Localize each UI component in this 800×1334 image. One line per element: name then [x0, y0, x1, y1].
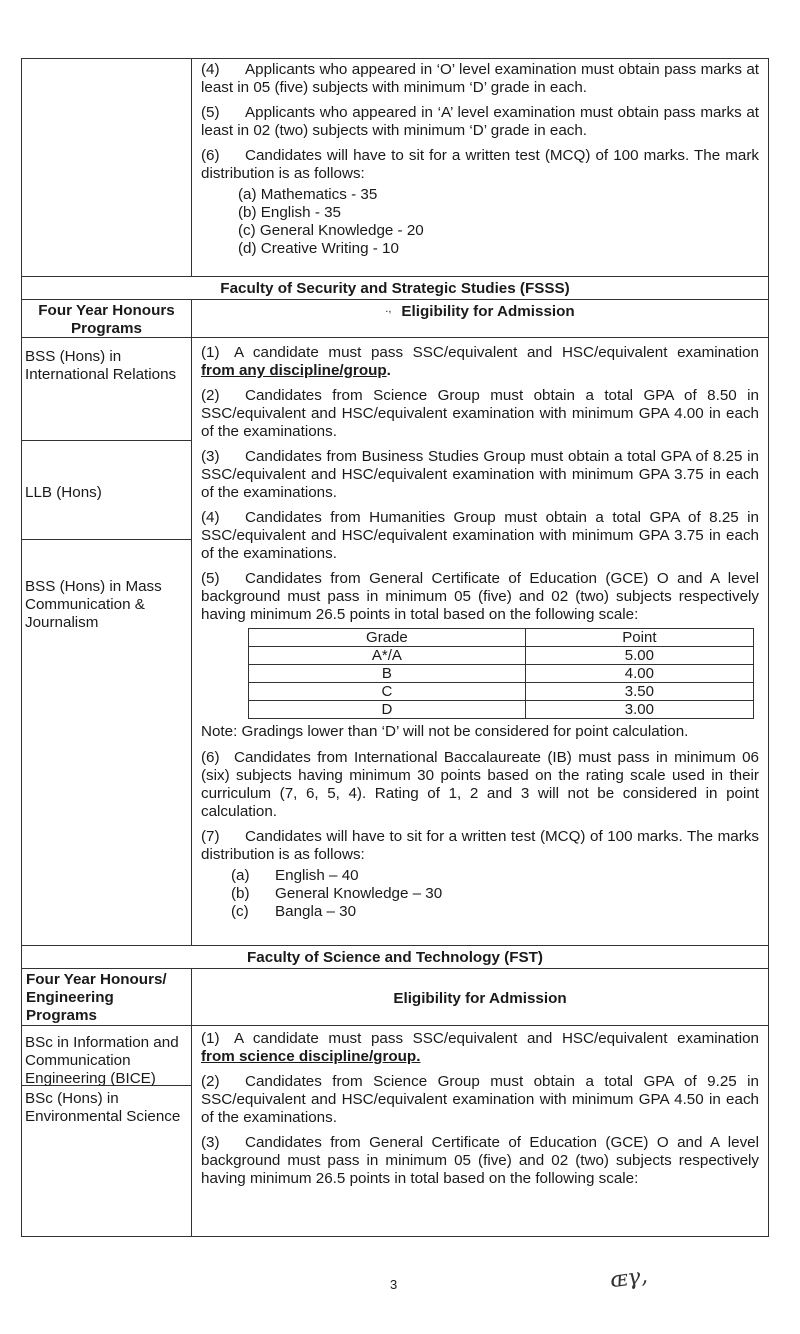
page-number: 3: [390, 1277, 398, 1292]
program-cell: LLB (Hons): [22, 441, 191, 540]
grade-row: A*/A 5.00: [249, 647, 754, 665]
eligibility-item: (4) Candidates from Humanities Group must obtain a total GPA of 8.25 in SSC/equivalent and HSC/equivalent examination with minimum GPA 3.75 in each of the examinations.: [201, 509, 759, 562]
grade-row: D 3.00: [249, 701, 754, 719]
eligibility-item: (6) Candidates from International Baccalaureate (IB) must pass in minimum 06 (six) subjects having minimum 30 points based on the rating scale used in their curriculum (7, 6, 5, 4). Rating of 1, 2 and 3 will not be considered in point calculation.: [201, 749, 759, 820]
eligibility-item: (4) Applicants who appeared in ‘O’ level examination must obtain pass marks at least in 05 (five) subjects with minimum ‘D’ grade in each.: [201, 61, 759, 96]
mark-distribution: [238, 186, 759, 258]
distribution-item: (a) Mathematics - 35: [238, 186, 378, 203]
grade-point-table: [248, 628, 754, 719]
distribution-item: (d) Creative Writing - 10: [238, 240, 399, 257]
fsss-title-row: [22, 277, 768, 300]
distribution-item: (b) English - 35: [238, 204, 341, 221]
eligibility-item: (5) Applicants who appeared in ‘A’ level examination must obtain pass marks at least in 02 (two) subjects with minimum ‘D’ grade in each.: [201, 104, 759, 139]
admission-table: [21, 58, 769, 1237]
grading-note: Note: Gradings lower than ‘D’ will not be considered for point calculation.: [201, 723, 689, 740]
program-cell: BSc in Information and Communication Engineering (BICE): [22, 1026, 191, 1086]
eligibility-item: (2) Candidates from Science Group must obtain a total GPA of 8.50 in SSC/equivalent and HSC/equivalent examination with minimum GPA 4.00 in each of the examinations.: [201, 387, 759, 440]
distribution-item: (b) General Knowledge – 30: [231, 885, 443, 902]
eligibility-item: (6) Candidates will have to sit for a written test (MCQ) of 100 marks. The mark distribution is as follows:: [201, 147, 759, 182]
eligibility-item: (5) Candidates from General Certificate of Education (GCE) O and A level background must pass in minimum 05 (five) and 02 (two) subjects respectively having minimum 26.5 points in total based on the following scale:: [201, 570, 759, 623]
fsss-header-row: [22, 300, 768, 338]
program-list: [22, 1026, 192, 1236]
eligibility-item: (1) A candidate must pass SSC/equivalent and HSC/equivalent examination from any discipline/group.: [201, 344, 759, 379]
distribution-item: (a) English – 40: [231, 867, 359, 884]
faculty-title: Faculty of Science and Technology (FST): [247, 949, 543, 966]
fst-eligibility: [192, 1026, 768, 1236]
faculty-title: Faculty of Security and Strategic Studies (FSSS): [220, 280, 570, 297]
program-cell: BSS (Hons) in International Relations: [22, 338, 191, 441]
programs-column-header: Four Year Honours Programs: [22, 300, 192, 337]
grade-row: B 4.00: [249, 665, 754, 683]
fst-title-row: [22, 946, 768, 969]
fsss-eligibility: [192, 338, 768, 945]
continuation-eligibility: [192, 59, 768, 276]
fsss-body-row: [22, 338, 768, 946]
fst-body-row: [22, 1026, 768, 1236]
continuation-row: [22, 59, 768, 277]
eligibility-item: (1) A candidate must pass SSC/equivalent and HSC/equivalent examination from science discipline/group.: [201, 1030, 759, 1065]
eligibility-item: (2) Candidates from Science Group must obtain a total GPA of 9.25 in SSC/equivalent and HSC/equivalent examination with minimum GPA 4.50 in each of the examinations.: [201, 1073, 759, 1126]
program-cell: BSS (Hons) in Mass Communication & Journalism: [25, 578, 162, 631]
distribution-item: (c) Bangla – 30: [231, 903, 357, 920]
signature-initials: ɶγ,: [608, 1263, 650, 1294]
grade-table-header: Grade Point: [249, 629, 754, 647]
eligibility-column-header: Eligibility for Admission: [393, 989, 567, 1007]
programs-column-header: Four Year Honours/ Engineering Programs: [22, 969, 192, 1025]
eligibility-item: (3) Candidates from Business Studies Group must obtain a total GPA of 8.25 in SSC/equivalent and HSC/equivalent examination with minimum GPA 3.75 in each of the examinations.: [201, 448, 759, 501]
empty-program-cell: [22, 59, 192, 276]
fst-header-row: [22, 969, 768, 1026]
distribution-item: (c) General Knowledge - 20: [238, 222, 424, 239]
program-list: [22, 338, 192, 945]
eligibility-column-header: ., Eligibility for Admission: [385, 303, 575, 320]
eligibility-item: (3) Candidates from General Certificate of Education (GCE) O and A level background must pass in minimum 05 (five) and 02 (two) subjects respectively having minimum 26.5 points in total based on the following scale:: [201, 1134, 759, 1187]
program-cell: BSc (Hons) in Environmental Science: [25, 1090, 181, 1125]
mark-distribution: [231, 867, 759, 921]
eligibility-item: (7) Candidates will have to sit for a written test (MCQ) of 100 marks. The marks distribution is as follows:: [201, 828, 759, 863]
grade-row: C 3.50: [249, 683, 754, 701]
